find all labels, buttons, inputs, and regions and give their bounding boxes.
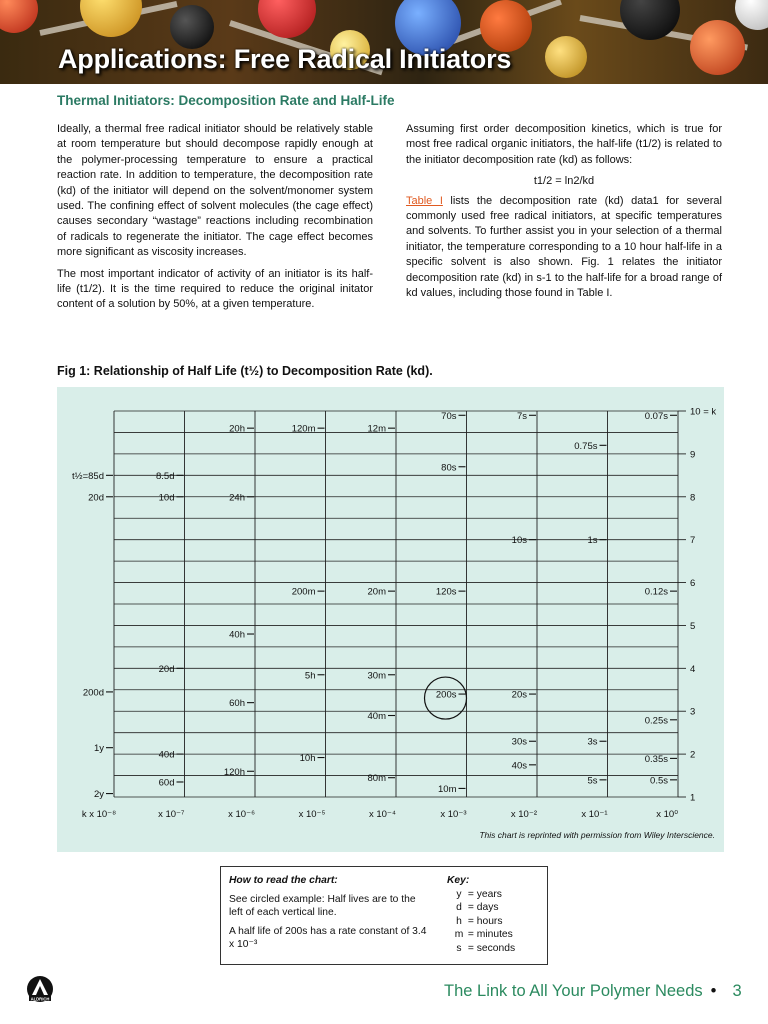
y-tick-label: 8 bbox=[690, 492, 696, 504]
halflife-paragraph: The most important indicator of activity of an initiator is its half-life (t1/2). It is the time required to reduce the original initator content of a solution by 50%, at a given temperature. bbox=[57, 267, 373, 311]
x-tick-label: x 10⁻⁷ bbox=[158, 809, 185, 820]
halflife-label: 5h bbox=[304, 670, 316, 682]
page-number: 3 bbox=[732, 982, 742, 1000]
halflife-label: 1s bbox=[587, 535, 598, 547]
halflife-label: 80s bbox=[441, 462, 457, 474]
halflife-label: 5s bbox=[587, 775, 598, 787]
y-tick-label: 7 bbox=[690, 535, 696, 547]
halflife-label: 7s bbox=[516, 410, 527, 422]
intro-paragraph: Ideally, a thermal free radical initiator should be relatively stable at room temperature but should decompose rapidly enough at the polymer-processing temperature to ensure a practical reaction rate. In addition to temperature, the decomposition rate (kd) of the initiator will depend on the solvent/monomer system used. The confining effect of solvent molecules (the cage effect) causes secondary “wastage” reactions including recombination of radicals to regenerate the initiator. The cage effect becomes more significant as viscosity increases. bbox=[57, 123, 373, 259]
halflife-label: 200d bbox=[82, 687, 104, 699]
halflife-label: 40d bbox=[158, 749, 175, 761]
halflife-label: 20d bbox=[88, 492, 104, 504]
halflife-label: 40h bbox=[229, 629, 245, 641]
halflife-label: 10d bbox=[158, 492, 175, 504]
key-row: y = years bbox=[456, 888, 502, 900]
figure-title: Fig 1: Relationship of Half Life (t½) to Decomposition Rate (kd). bbox=[57, 364, 433, 378]
halflife-label: 40m bbox=[367, 711, 386, 723]
how-to-line-1: See circled example: Half lives are to the left of each vertical line. bbox=[229, 894, 416, 918]
how-to-read-box bbox=[220, 866, 548, 965]
x-tick-label: x 10⁰ bbox=[656, 809, 678, 820]
halflife-label: t½=85d bbox=[72, 470, 104, 482]
x-tick-label: x 10⁻⁴ bbox=[368, 809, 396, 820]
halflife-label: 60h bbox=[229, 698, 245, 710]
y-tick-label: 3 bbox=[690, 706, 696, 718]
halflife-label: 0.75s bbox=[574, 440, 598, 452]
y-tick-label: 4 bbox=[690, 663, 696, 675]
halflife-label: 120h bbox=[223, 766, 245, 778]
halflife-label: 3s bbox=[587, 736, 598, 748]
y-tick-label: 1 bbox=[690, 792, 696, 804]
kinetics-paragraph: Assuming first order decomposition kinetics, which is true for most free radical organic initiators, the half-life (t1/2) is related to the initiator decomposition rate (kd) as follows: bbox=[406, 123, 722, 166]
x-tick-label: x 10⁻⁵ bbox=[298, 809, 326, 820]
x-tick-label: x 10⁻¹ bbox=[581, 809, 608, 820]
halflife-label: 20h bbox=[229, 423, 245, 435]
table-i-link[interactable]: Table I bbox=[406, 194, 443, 207]
x-tick-label: x 10⁻⁶ bbox=[228, 809, 255, 820]
key-row: s = seconds bbox=[456, 942, 516, 954]
halflife-label: 10s bbox=[511, 535, 527, 547]
section-subtitle: Thermal Initiators: Decomposition Rate and Half-Life bbox=[57, 93, 395, 108]
how-to-heading: How to read the chart: bbox=[229, 875, 338, 886]
key-row: h = hours bbox=[456, 915, 503, 927]
footer-tagline bbox=[444, 982, 742, 1001]
halflife-label: 80m bbox=[367, 773, 386, 785]
x-tick-label: k x 10⁻⁸ bbox=[81, 809, 117, 820]
halflife-label: 120m bbox=[291, 423, 316, 435]
key-row: m = minutes bbox=[454, 929, 513, 941]
halflife-label: 20m bbox=[367, 586, 386, 598]
halflife-label: 0.25s bbox=[644, 715, 668, 727]
x-tick-label: x 10⁻³ bbox=[440, 809, 467, 820]
halflife-label: 0.35s bbox=[644, 753, 668, 765]
halflife-label: 120s bbox=[435, 586, 457, 598]
halflife-label: 20d bbox=[158, 663, 175, 675]
aldrich-logo-icon bbox=[26, 975, 54, 1005]
halflife-label: 10m bbox=[438, 783, 457, 795]
halflife-label: 2y bbox=[93, 789, 104, 801]
halflife-label: 8.5d bbox=[156, 470, 175, 482]
y-tick-label: 5 bbox=[690, 620, 696, 632]
halflife-label: 30m bbox=[367, 670, 386, 682]
halflife-label: 200m bbox=[291, 586, 316, 598]
halflife-label: 40s bbox=[511, 760, 527, 772]
halflife-label: 12m bbox=[367, 423, 386, 435]
halflife-label: 0.12s bbox=[644, 586, 668, 598]
how-to-line-2: A half life of 200s has a rate constant of 3.4 x 10⁻³ bbox=[229, 926, 427, 950]
y-tick-label: 10 = k bbox=[690, 406, 717, 418]
how-to-read bbox=[229, 874, 429, 957]
logo-text: ALDRICH bbox=[30, 996, 50, 1002]
halflife-formula: t1/2 = ln2/kd bbox=[533, 175, 595, 188]
footer-tagline-text: The Link to All Your Polymer Needs bbox=[444, 982, 703, 1000]
y-tick-label: 6 bbox=[690, 578, 696, 590]
page-title: Applications: Free Radical Initiators bbox=[58, 44, 512, 74]
key-heading: Key: bbox=[447, 875, 470, 886]
y-tick-label: 2 bbox=[690, 749, 696, 761]
x-tick-label: x 10⁻² bbox=[510, 809, 537, 820]
halflife-label: 30s bbox=[511, 736, 527, 748]
halflife-label: 200s bbox=[435, 689, 457, 701]
halflife-label: 24h bbox=[229, 492, 245, 504]
footer-bullet: • bbox=[710, 982, 717, 1000]
halflife-label: 20s bbox=[511, 689, 527, 701]
key-legend bbox=[447, 874, 547, 956]
halflife-label: 0.07s bbox=[644, 410, 668, 422]
chart-credit: This chart is reprinted with permission from Wiley Interscience. bbox=[479, 830, 715, 840]
halflife-label: 10h bbox=[299, 753, 316, 765]
halflife-label: 1y bbox=[93, 743, 104, 755]
halflife-label: 60d bbox=[158, 777, 175, 789]
table-reference-text: lists the decomposition rate (kd) data1 for several commonly used free radical initiators, at specific temperatures and solvents. To further assist you in your selection of a thermal initiator, the temperature corresponding to a 10 hour half-life in a specific solvent is also shown. Fig. 1 relates the initiator decomposition rate (kd) in s-1 to the half-life for a broad range of kd values, including those found in Table I. bbox=[406, 194, 722, 300]
y-tick-label: 9 bbox=[690, 449, 696, 461]
halflife-label: 70s bbox=[441, 410, 457, 422]
halflife-label: 0.5s bbox=[650, 775, 668, 787]
key-row: d = days bbox=[456, 902, 499, 914]
